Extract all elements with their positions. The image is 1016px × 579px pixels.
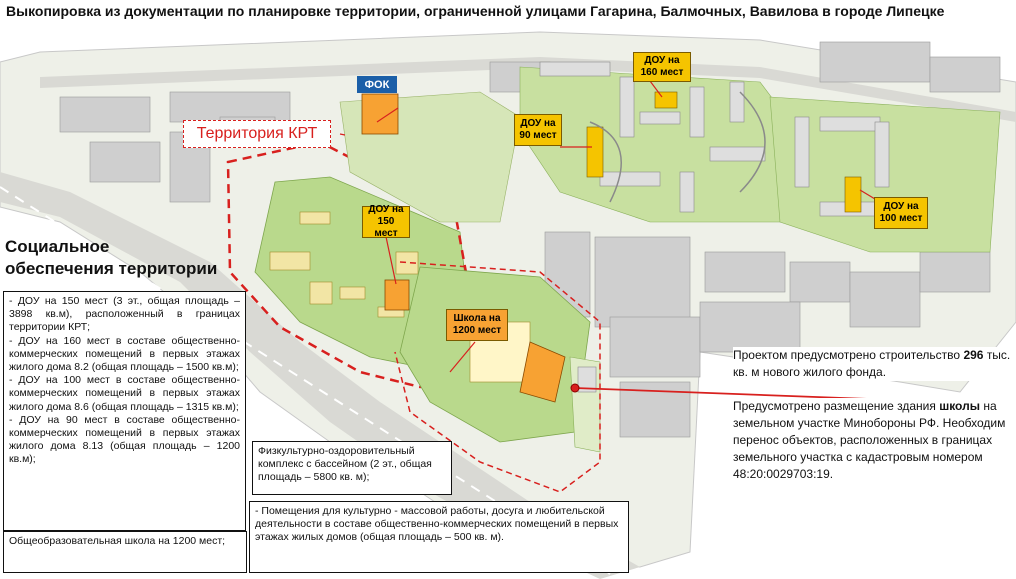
dou-list-box: [3, 291, 246, 531]
social-heading-line2: обеспечения территории: [5, 259, 218, 278]
info-school-bold: школы: [939, 399, 980, 413]
callout-school-1200: Школа на 1200 мест: [446, 309, 508, 341]
info-school: [733, 398, 1013, 483]
school-marker: [571, 384, 579, 392]
info-housing: [733, 347, 1013, 381]
info-housing-num: 296: [963, 348, 984, 362]
fok-box: Физкультурно-оздоровительный комплекс с бассейном (2 эт., общая площадь – 5800 кв. м);: [252, 441, 452, 495]
callout-dou-100: ДОУ на 100 мест: [874, 197, 928, 229]
callout-dou-160: ДОУ на 160 мест: [633, 52, 691, 82]
page-title: Выкопировка из документации по планировке территории, ограниченной улицами Гагарина, Балмочных, Вавилова в городе Липецке: [6, 3, 945, 19]
fok-building: [362, 94, 398, 134]
krt-territory-label: Территория КРТ: [183, 120, 331, 148]
school-box: Общеобразовательная школа на 1200 мест;: [3, 531, 247, 573]
dou-list-item: - ДОУ на 150 мест (3 эт., общая площадь – 3898 кв.м), расположенный в границах территории КРТ;: [9, 295, 240, 334]
info-housing-pre: Проектом предусмотрено строительство: [733, 348, 961, 362]
social-heading: [5, 236, 245, 280]
callout-dou-150: ДОУ на 150 мест: [362, 206, 410, 238]
info-school-post: на земельном участке Минобороны РФ. Необходим перенос объектов, расположенных в границах земельного участка с кадастровым номером 48:20:0029703:19.: [733, 399, 1006, 481]
rooms-box: - Помещения для культурно - массовой работы, досуга и любительской деятельности в составе общественно-коммерческих помещений в первых этажах жилых домов (общая площадь – 500 кв. м).: [249, 501, 629, 573]
dou150-plot: [385, 280, 409, 310]
fok-label: ФОК: [357, 76, 397, 93]
info-housing-post: тыс. кв. м нового жилого фонда.: [733, 348, 1011, 379]
social-heading-line1: Социальное: [5, 237, 110, 256]
dou-list-item: - ДОУ на 100 мест в составе общественно-коммерческих помещений в первых этажах жилого дома 8.6 (общая площадь – 1315 кв.м);: [9, 374, 240, 413]
info-school-pre: Предусмотрено размещение здания: [733, 399, 936, 413]
dou-list-item: - ДОУ на 90 мест в составе общественно-коммерческих помещений в первых этажах жилого дома 8.13 (общая площадь – 1200 кв.м);: [9, 413, 240, 466]
dou-list-item: - ДОУ на 160 мест в составе общественно-коммерческих помещений в первых этажах жилого дома 8.2 (общая площадь – 1500 кв.м);: [9, 334, 240, 374]
callout-dou-90: ДОУ на 90 мест: [514, 114, 562, 146]
